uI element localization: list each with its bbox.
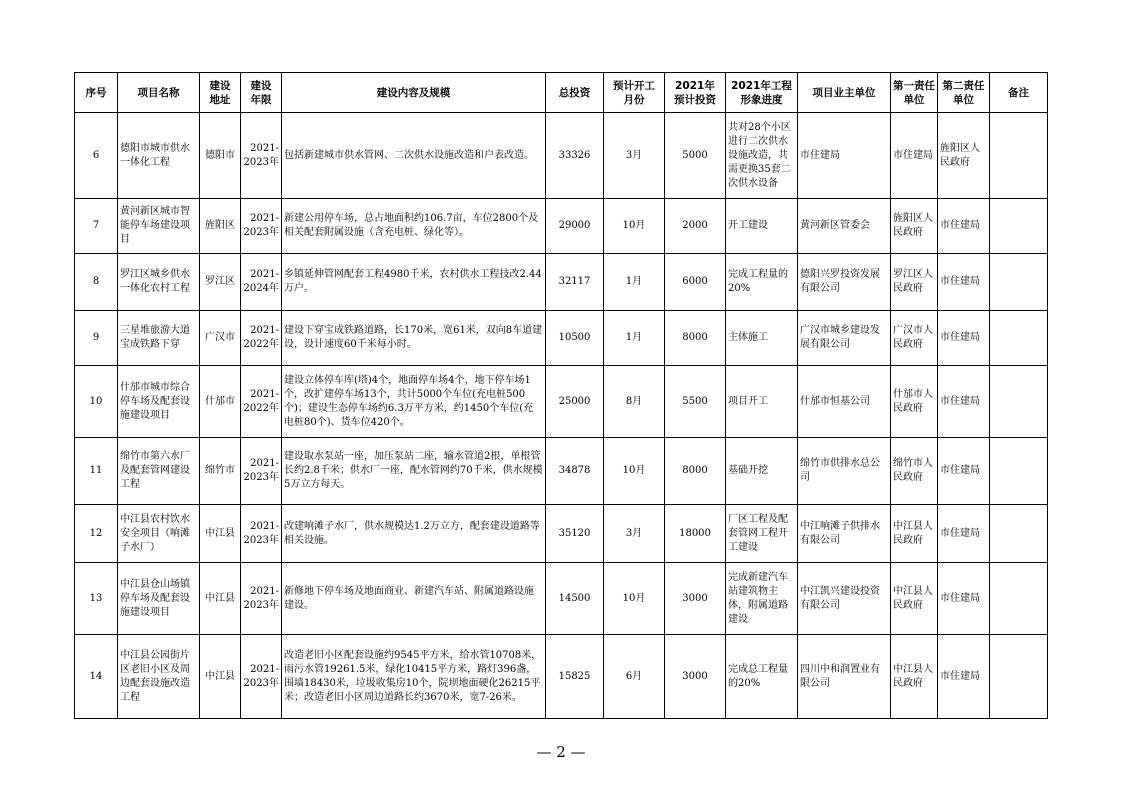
cell-resp2: 市住建局 xyxy=(938,199,990,254)
cell-invest2021: 2000 xyxy=(665,199,726,254)
cell-name: 三星堆旅游大道宝成铁路下穿 xyxy=(118,311,200,366)
cell-start: 1月 xyxy=(604,311,665,366)
cell-content: 新修地下停车场及地面商业、新建汽车站、附属道路设施建设。 xyxy=(282,563,546,635)
cell-start: 10月 xyxy=(604,199,665,254)
cell-location: 罗江区 xyxy=(200,254,241,311)
col-header-name: 项目名称 xyxy=(118,73,200,113)
table-row xyxy=(75,113,1048,199)
cell-owner: 德阳兴罗投资发展有限公司 xyxy=(798,254,891,311)
cell-resp2: 市住建局 xyxy=(938,563,990,635)
cell-name: 中江县农村饮水安全项目（响滩子水厂） xyxy=(118,505,200,563)
table-row xyxy=(75,438,1048,505)
col-header-total: 总投资 xyxy=(546,73,604,113)
cell-location: 中江县 xyxy=(200,505,241,563)
table-row xyxy=(75,254,1048,311)
cell-no: 10 xyxy=(75,366,118,438)
cell-invest2021: 8000 xyxy=(665,438,726,505)
cell-note xyxy=(990,199,1048,254)
cell-total: 15825 xyxy=(546,635,604,719)
col-header-location: 建设 地址 xyxy=(200,73,241,113)
cell-period: 2021-2023年 xyxy=(241,505,282,563)
cell-progress: 厂区工程及配套管网工程开工建设 xyxy=(726,505,798,563)
cell-progress: 主体施工 xyxy=(726,311,798,366)
cell-name: 中江县公园街片区老旧小区及周边配套设施改造工程 xyxy=(118,635,200,719)
col-header-owner: 项目业主单位 xyxy=(798,73,891,113)
cell-note xyxy=(990,438,1048,505)
cell-start: 10月 xyxy=(604,563,665,635)
cell-name: 绵竹市第六水厂及配套管网建设工程 xyxy=(118,438,200,505)
cell-period: 2021-2023年 xyxy=(241,438,282,505)
cell-content: 改建响滩子水厂，供水规模达1.2万立方，配套建设道路等相关设施。 xyxy=(282,505,546,563)
table-row xyxy=(75,199,1048,254)
cell-no: 14 xyxy=(75,635,118,719)
cell-invest2021: 18000 xyxy=(665,505,726,563)
cell-note xyxy=(990,311,1048,366)
col-header-resp1: 第一责任 单位 xyxy=(891,73,938,113)
cell-note xyxy=(990,113,1048,199)
cell-no: 13 xyxy=(75,563,118,635)
table-row xyxy=(75,311,1048,366)
cell-owner: 什邡市恒基公司 xyxy=(798,366,891,438)
cell-period: 2021-2023年 xyxy=(241,563,282,635)
cell-resp2: 旌阳区人民政府 xyxy=(938,113,990,199)
header-row xyxy=(75,73,1048,113)
cell-start: 10月 xyxy=(604,438,665,505)
cell-resp2: 市住建局 xyxy=(938,635,990,719)
cell-progress: 完成工程量的20% xyxy=(726,254,798,311)
cell-invest2021: 8000 xyxy=(665,311,726,366)
cell-no: 9 xyxy=(75,311,118,366)
page-number: — 2 — xyxy=(536,743,586,761)
cell-no: 12 xyxy=(75,505,118,563)
cell-resp2: 市住建局 xyxy=(938,254,990,311)
cell-resp1: 什邡市人民政府 xyxy=(891,366,938,438)
col-header-no: 序号 xyxy=(75,73,118,113)
cell-total: 25000 xyxy=(546,366,604,438)
cell-invest2021: 5000 xyxy=(665,113,726,199)
cell-name: 罗江区城乡供水一体化农村工程 xyxy=(118,254,200,311)
cell-note xyxy=(990,254,1048,311)
cell-location: 广汉市 xyxy=(200,311,241,366)
cell-resp1: 罗江区人民政府 xyxy=(891,254,938,311)
table-row xyxy=(75,366,1048,438)
cell-name: 黄河新区城市智能停车场建设项目 xyxy=(118,199,200,254)
cell-location: 中江县 xyxy=(200,563,241,635)
cell-resp1: 中江县人民政府 xyxy=(891,563,938,635)
col-header-period: 建设 年限 xyxy=(241,73,282,113)
cell-progress: 完成总工程量的20% xyxy=(726,635,798,719)
col-header-progress: 2021年工程 形象进度 xyxy=(726,73,798,113)
col-header-invest2021: 2021年 预计投资 xyxy=(665,73,726,113)
cell-no: 6 xyxy=(75,113,118,199)
cell-invest2021: 3000 xyxy=(665,635,726,719)
cell-no: 7 xyxy=(75,199,118,254)
cell-total: 34878 xyxy=(546,438,604,505)
cell-location: 德阳市 xyxy=(200,113,241,199)
cell-resp1: 旌阳区人民政府 xyxy=(891,199,938,254)
table-row xyxy=(75,505,1048,563)
cell-period: 2021-2023年 xyxy=(241,635,282,719)
cell-progress: 基础开挖 xyxy=(726,438,798,505)
cell-resp1: 市住建局 xyxy=(891,113,938,199)
col-header-start: 预计开工 月份 xyxy=(604,73,665,113)
cell-total: 35120 xyxy=(546,505,604,563)
col-header-note: 备注 xyxy=(990,73,1048,113)
cell-no: 8 xyxy=(75,254,118,311)
cell-owner: 绵竹市供排水总公司 xyxy=(798,438,891,505)
cell-start: 6月 xyxy=(604,635,665,719)
cell-resp1: 中江县人民政府 xyxy=(891,505,938,563)
cell-owner: 中江响滩子供排水有限公司 xyxy=(798,505,891,563)
cell-period: 2021-2022年 xyxy=(241,311,282,366)
cell-note xyxy=(990,563,1048,635)
cell-location: 什邡市 xyxy=(200,366,241,438)
cell-resp2: 市住建局 xyxy=(938,311,990,366)
cell-total: 14500 xyxy=(546,563,604,635)
cell-note xyxy=(990,635,1048,719)
cell-owner: 中江凯兴建设投资有限公司 xyxy=(798,563,891,635)
cell-note xyxy=(990,366,1048,438)
cell-name: 什邡市城市综合停车场及配套设施建设项目 xyxy=(118,366,200,438)
cell-start: 8月 xyxy=(604,366,665,438)
cell-content: 乡镇延伸管网配套工程4980千米，农村供水工程技改2.44万户。 xyxy=(282,254,546,311)
cell-start: 3月 xyxy=(604,113,665,199)
cell-content: 包括新建城市供水管网、二次供水设施改造和户表改造。 xyxy=(282,113,546,199)
cell-content: 新建公用停车场，总占地面积约106.7亩，车位2800个及相关配套附属设施（含充电桩、绿化等）。 xyxy=(282,199,546,254)
project-table xyxy=(74,72,1048,719)
table-row xyxy=(75,563,1048,635)
cell-resp1: 中江县人民政府 xyxy=(891,635,938,719)
cell-resp2: 市住建局 xyxy=(938,505,990,563)
cell-owner: 广汉市城乡建设发展有限公司 xyxy=(798,311,891,366)
cell-location: 旌阳区 xyxy=(200,199,241,254)
cell-location: 绵竹市 xyxy=(200,438,241,505)
cell-period: 2021-2023年 xyxy=(241,199,282,254)
cell-location: 中江县 xyxy=(200,635,241,719)
cell-note xyxy=(990,505,1048,563)
cell-progress: 项目开工 xyxy=(726,366,798,438)
cell-progress: 共对28个小区进行二次供水设施改造，共需更换35套二次供水设备 xyxy=(726,113,798,199)
cell-invest2021: 3000 xyxy=(665,563,726,635)
cell-total: 32117 xyxy=(546,254,604,311)
cell-total: 10500 xyxy=(546,311,604,366)
cell-content: 改造老旧小区配套设施约9545平方米，给水管10708米，雨污水管19261.5米，绿化10415平方米，路灯396盏，围墙18430米，垃圾收集房10个，院坝地面硬化26215平米；改造老旧小区周边道路长约3670米，宽7-26米。 xyxy=(282,635,546,719)
cell-total: 33326 xyxy=(546,113,604,199)
cell-period: 2021-2022年 xyxy=(241,366,282,438)
cell-name: 德阳市城市供水一体化工程 xyxy=(118,113,200,199)
cell-content: 建设下穿宝成铁路道路，长170米，宽61米，双向8车道建设，设计速度60千米每小时。 xyxy=(282,311,546,366)
col-header-resp2: 第二责任 单位 xyxy=(938,73,990,113)
cell-resp2: 市住建局 xyxy=(938,366,990,438)
table-row xyxy=(75,635,1048,719)
cell-period: 2021-2024年 xyxy=(241,254,282,311)
cell-invest2021: 5500 xyxy=(665,366,726,438)
cell-no: 11 xyxy=(75,438,118,505)
cell-owner: 黄河新区管委会 xyxy=(798,199,891,254)
cell-owner: 市住建局 xyxy=(798,113,891,199)
cell-name: 中江县仓山场镇停车场及配套设施建设项目 xyxy=(118,563,200,635)
cell-progress: 开工建设 xyxy=(726,199,798,254)
cell-start: 3月 xyxy=(604,505,665,563)
cell-owner: 四川中和润置业有限公司 xyxy=(798,635,891,719)
cell-content: 建设立体停车库(塔)4个，地面停车场4个，地下停车场1个，改扩建停车场13个，共计5000个车位(充电桩500个)；建设生态停车场约6.3万平方米，约1450个车位(充电桩80个)、货车位420个。 xyxy=(282,366,546,438)
cell-progress: 完成新建汽车站建筑物主体，附属道路建设 xyxy=(726,563,798,635)
cell-period: 2021-2023年 xyxy=(241,113,282,199)
cell-invest2021: 6000 xyxy=(665,254,726,311)
cell-content: 建设取水泵站一座，加压泵站二座，输水管道2根，单根管长约2.8千米；供水厂一座，配水管网约70千米，供水规模5万立方每天。 xyxy=(282,438,546,505)
cell-total: 29000 xyxy=(546,199,604,254)
cell-resp1: 广汉市人民政府 xyxy=(891,311,938,366)
cell-resp2: 市住建局 xyxy=(938,438,990,505)
col-header-content: 建设内容及规模 xyxy=(282,73,546,113)
cell-start: 1月 xyxy=(604,254,665,311)
cell-resp1: 绵竹市人民政府 xyxy=(891,438,938,505)
